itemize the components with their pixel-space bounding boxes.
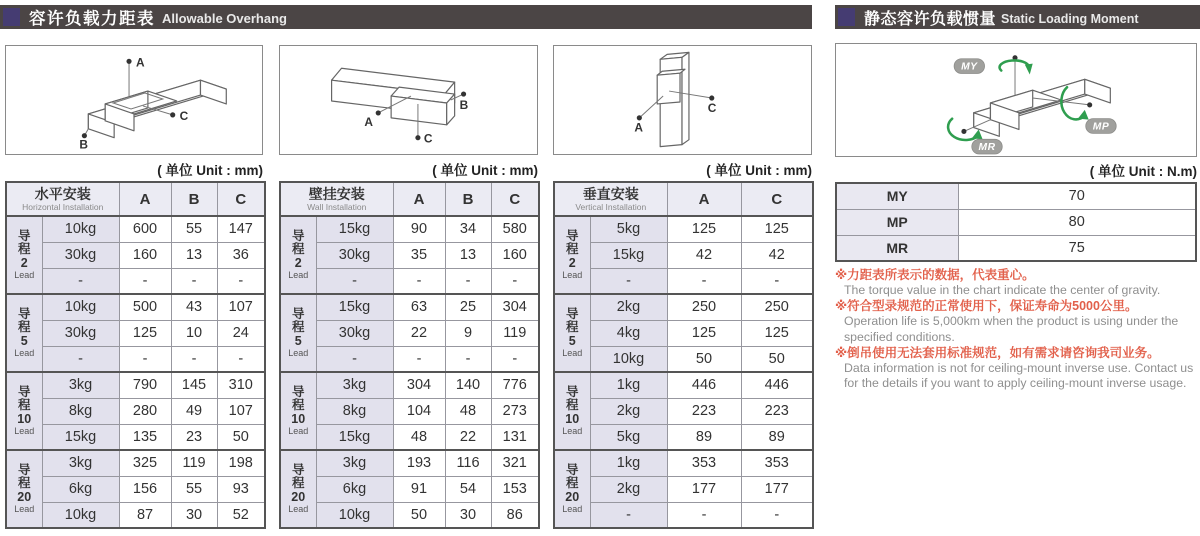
vertical-installation-diagram: [553, 45, 812, 155]
table-row: [280, 476, 539, 502]
value-cell: 193: [393, 450, 445, 476]
value-cell: 22: [393, 320, 445, 346]
column-a: A: [667, 182, 741, 216]
value-cell: 107: [217, 294, 265, 320]
value-cell: 125: [741, 320, 813, 346]
value-cell: 250: [741, 294, 813, 320]
table-title: 垂直安装 Vertical Installation: [554, 182, 667, 216]
table-row: [6, 320, 265, 346]
moment-label: MP: [836, 209, 958, 235]
moment-label: MR: [836, 235, 958, 261]
lead-cell: 导 程 10 Lead: [554, 372, 590, 450]
moment-value: 75: [958, 235, 1196, 261]
table-header-row: [554, 182, 813, 216]
load-cell: -: [42, 346, 119, 372]
unit-label-mm: ( 单位 Unit : mm): [706, 163, 812, 178]
load-cell: 2kg: [590, 398, 667, 424]
table-row: [6, 346, 265, 372]
table-row: [836, 183, 1196, 209]
table-row: [554, 216, 813, 242]
lead-cell: 导 程 10 Lead: [6, 372, 42, 450]
value-cell: 34: [445, 216, 491, 242]
table-row: [554, 450, 813, 476]
notes: [835, 267, 1199, 391]
value-cell: 223: [741, 398, 813, 424]
value-cell: 91: [393, 476, 445, 502]
unit-label-nm: ( 单位 Unit : N.m): [1089, 164, 1197, 179]
load-cell: 10kg: [42, 294, 119, 320]
table-row: [554, 372, 813, 398]
value-cell: 125: [667, 320, 741, 346]
lead-cell: 导 程 10 Lead: [280, 372, 316, 450]
column-b: B: [445, 182, 491, 216]
table-row: [6, 424, 265, 450]
table-row: [280, 398, 539, 424]
value-cell: 580: [491, 216, 539, 242]
value-cell: -: [445, 346, 491, 372]
load-cell: 4kg: [590, 320, 667, 346]
load-cell: 1kg: [590, 372, 667, 398]
column-a: A: [393, 182, 445, 216]
load-cell: 2kg: [590, 476, 667, 502]
accent-square: [838, 8, 855, 26]
value-cell: 50: [667, 346, 741, 372]
allowable-overhang-header: [0, 5, 812, 29]
table-row: [280, 502, 539, 528]
table-row: [554, 424, 813, 450]
value-cell: 86: [491, 502, 539, 528]
table-row: [6, 476, 265, 502]
label-c: C: [707, 100, 717, 115]
column-c: C: [491, 182, 539, 216]
label-b: B: [79, 137, 89, 152]
value-cell: 10: [171, 320, 217, 346]
value-cell: -: [393, 268, 445, 294]
value-cell: -: [217, 268, 265, 294]
table-row: [836, 235, 1196, 261]
table-title: 壁挂安装 Wall Installation: [280, 182, 393, 216]
value-cell: 776: [491, 372, 539, 398]
wall-rail-icon: [280, 46, 537, 154]
note-en: Operation life is 5,000km when the product is using under the specified conditions.: [844, 314, 1179, 344]
label-b: B: [459, 97, 469, 112]
table-row: [6, 294, 265, 320]
value-cell: 446: [667, 372, 741, 398]
load-cell: 1kg: [590, 450, 667, 476]
column-a: A: [119, 182, 171, 216]
value-cell: 55: [171, 476, 217, 502]
value-cell: 160: [119, 242, 171, 268]
badge-my: MY: [961, 61, 978, 73]
load-cell: 15kg: [316, 216, 393, 242]
table-row: [554, 294, 813, 320]
value-cell: 36: [217, 242, 265, 268]
note-zh: ※倒吊使用无法套用标准规范，如有需求请咨询我司业务。: [835, 345, 1160, 360]
lead-cell: 导 程 5 Lead: [280, 294, 316, 372]
value-cell: 49: [171, 398, 217, 424]
value-cell: 198: [217, 450, 265, 476]
value-cell: 790: [119, 372, 171, 398]
label-c: C: [423, 131, 433, 146]
load-cell: 6kg: [42, 476, 119, 502]
value-cell: 325: [119, 450, 171, 476]
table-row: [6, 216, 265, 242]
table-row: [554, 268, 813, 294]
load-cell: 30kg: [42, 242, 119, 268]
value-cell: 13: [445, 242, 491, 268]
table-row: [280, 320, 539, 346]
horizontal-table: [5, 181, 264, 529]
value-cell: 50: [741, 346, 813, 372]
value-cell: 87: [119, 502, 171, 528]
table-row: [6, 450, 265, 476]
value-cell: 30: [171, 502, 217, 528]
value-cell: 353: [741, 450, 813, 476]
table-header-row: [280, 182, 539, 216]
label-a: A: [364, 114, 373, 129]
value-cell: 125: [667, 216, 741, 242]
load-cell: 5kg: [590, 216, 667, 242]
value-cell: 160: [491, 242, 539, 268]
value-cell: 600: [119, 216, 171, 242]
note-en: Data information is not for ceiling-mount inverse use. Contact us for the details if you want to apply ceiling-mount inverse usage.: [844, 360, 1194, 391]
value-cell: 140: [445, 372, 491, 398]
value-cell: 90: [393, 216, 445, 242]
loading-moment-diagram: [835, 43, 1197, 157]
note-zh: ※符合型录规范的正常使用下，保证寿命为5000公里。: [835, 299, 1138, 314]
value-cell: -: [741, 502, 813, 528]
vertical-rail-icon: [554, 46, 811, 154]
table-row: [554, 398, 813, 424]
load-cell: -: [590, 502, 667, 528]
table-row: [280, 372, 539, 398]
value-cell: 177: [667, 476, 741, 502]
value-cell: 125: [741, 216, 813, 242]
column-b: B: [171, 182, 217, 216]
table-row: [280, 216, 539, 242]
value-cell: -: [491, 268, 539, 294]
lead-cell: 导 程 5 Lead: [554, 294, 590, 372]
unit-label-mm: ( 单位 Unit : mm): [157, 163, 263, 178]
load-cell: 3kg: [316, 372, 393, 398]
value-cell: 35: [393, 242, 445, 268]
table-row: [6, 372, 265, 398]
horizontal-installation-diagram: [5, 45, 263, 155]
header-title-zh: 容许负载力距表: [29, 10, 155, 28]
table-row: [836, 209, 1196, 235]
value-cell: 24: [217, 320, 265, 346]
load-cell: -: [316, 346, 393, 372]
value-cell: 119: [171, 450, 217, 476]
accent-square: [3, 8, 20, 26]
moment-value: 80: [958, 209, 1196, 235]
header-title-zh: 静态容许负载惯量: [864, 10, 997, 28]
value-cell: 500: [119, 294, 171, 320]
load-cell: 2kg: [590, 294, 667, 320]
value-cell: -: [491, 346, 539, 372]
value-cell: 321: [491, 450, 539, 476]
load-cell: 15kg: [316, 424, 393, 450]
value-cell: 131: [491, 424, 539, 450]
load-cell: -: [316, 268, 393, 294]
table-row: [6, 242, 265, 268]
label-a: A: [135, 55, 145, 70]
unit-label-mm: ( 单位 Unit : mm): [432, 163, 538, 178]
value-cell: 9: [445, 320, 491, 346]
lead-cell: 导 程 2 Lead: [6, 216, 42, 294]
value-cell: 63: [393, 294, 445, 320]
value-cell: 250: [667, 294, 741, 320]
moment-label: MY: [836, 183, 958, 209]
value-cell: 145: [171, 372, 217, 398]
value-cell: 54: [445, 476, 491, 502]
lead-cell: 导 程 5 Lead: [6, 294, 42, 372]
value-cell: 22: [445, 424, 491, 450]
header-title-en: Static Loading Moment: [1001, 11, 1139, 26]
value-cell: 353: [667, 450, 741, 476]
lead-cell: 导 程 2 Lead: [554, 216, 590, 294]
value-cell: 153: [491, 476, 539, 502]
load-cell: 8kg: [316, 398, 393, 424]
load-cell: 6kg: [316, 476, 393, 502]
value-cell: 310: [217, 372, 265, 398]
load-cell: 3kg: [42, 450, 119, 476]
value-cell: -: [667, 268, 741, 294]
value-cell: -: [393, 346, 445, 372]
value-cell: 177: [741, 476, 813, 502]
label-c: C: [179, 108, 189, 123]
value-cell: 304: [491, 294, 539, 320]
value-cell: -: [171, 346, 217, 372]
table-row: [280, 450, 539, 476]
badge-mp: MP: [1092, 121, 1110, 133]
table-header-row: [6, 182, 265, 216]
value-cell: 89: [741, 424, 813, 450]
value-cell: 13: [171, 242, 217, 268]
value-cell: 50: [393, 502, 445, 528]
column-c: C: [741, 182, 813, 216]
vertical-table: [553, 181, 812, 529]
load-cell: -: [42, 268, 119, 294]
table-row: [280, 346, 539, 372]
value-cell: 93: [217, 476, 265, 502]
value-cell: 104: [393, 398, 445, 424]
value-cell: 273: [491, 398, 539, 424]
value-cell: 25: [445, 294, 491, 320]
table-row: [280, 424, 539, 450]
table-row: [6, 398, 265, 424]
value-cell: 89: [667, 424, 741, 450]
value-cell: 107: [217, 398, 265, 424]
table-row: [6, 502, 265, 528]
value-cell: -: [667, 502, 741, 528]
value-cell: 135: [119, 424, 171, 450]
note-en: The torque value in the chart indicate the center of gravity.: [844, 283, 1161, 297]
load-cell: 10kg: [316, 502, 393, 528]
lead-cell: 导 程 20 Lead: [554, 450, 590, 528]
lead-cell: 导 程 20 Lead: [280, 450, 316, 528]
table-row: [554, 242, 813, 268]
load-cell: 3kg: [42, 372, 119, 398]
value-cell: 223: [667, 398, 741, 424]
badge-mr: MR: [978, 142, 996, 154]
table-row: [554, 346, 813, 372]
value-cell: 446: [741, 372, 813, 398]
lead-cell: 导 程 2 Lead: [280, 216, 316, 294]
value-cell: 50: [217, 424, 265, 450]
header-title-en: Allowable Overhang: [162, 11, 287, 26]
value-cell: 125: [119, 320, 171, 346]
moment-rail-icon: [836, 44, 1196, 156]
value-cell: -: [171, 268, 217, 294]
value-cell: 304: [393, 372, 445, 398]
load-cell: 15kg: [590, 242, 667, 268]
value-cell: -: [217, 346, 265, 372]
horizontal-rail-icon: [6, 46, 262, 154]
moment-table: [835, 182, 1197, 262]
value-cell: 42: [667, 242, 741, 268]
moment-value: 70: [958, 183, 1196, 209]
static-loading-moment-header: [835, 5, 1200, 29]
value-cell: 280: [119, 398, 171, 424]
load-cell: -: [590, 268, 667, 294]
table-row: [280, 242, 539, 268]
value-cell: 156: [119, 476, 171, 502]
value-cell: -: [741, 268, 813, 294]
load-cell: 30kg: [316, 320, 393, 346]
table-row: [280, 294, 539, 320]
table-title: 水平安装 Horizontal Installation: [6, 182, 119, 216]
table-row: [280, 268, 539, 294]
table-row: [554, 502, 813, 528]
column-c: C: [217, 182, 265, 216]
table-row: [554, 476, 813, 502]
label-a: A: [634, 120, 643, 135]
lead-cell: 导 程 20 Lead: [6, 450, 42, 528]
value-cell: 43: [171, 294, 217, 320]
load-cell: 10kg: [590, 346, 667, 372]
value-cell: 42: [741, 242, 813, 268]
value-cell: -: [119, 346, 171, 372]
value-cell: 55: [171, 216, 217, 242]
wall-table: [279, 181, 539, 529]
value-cell: 52: [217, 502, 265, 528]
load-cell: 15kg: [42, 424, 119, 450]
value-cell: 48: [393, 424, 445, 450]
value-cell: 23: [171, 424, 217, 450]
value-cell: 116: [445, 450, 491, 476]
load-cell: 10kg: [42, 216, 119, 242]
table-row: [554, 320, 813, 346]
value-cell: 119: [491, 320, 539, 346]
value-cell: -: [119, 268, 171, 294]
note-zh: ※力距表所表示的数据，代表重心。: [835, 268, 1035, 282]
table-row: [6, 268, 265, 294]
value-cell: 30: [445, 502, 491, 528]
load-cell: 15kg: [316, 294, 393, 320]
load-cell: 5kg: [590, 424, 667, 450]
load-cell: 30kg: [42, 320, 119, 346]
wall-installation-diagram: [279, 45, 538, 155]
load-cell: 30kg: [316, 242, 393, 268]
load-cell: 8kg: [42, 398, 119, 424]
load-cell: 3kg: [316, 450, 393, 476]
load-cell: 10kg: [42, 502, 119, 528]
value-cell: -: [445, 268, 491, 294]
value-cell: 48: [445, 398, 491, 424]
value-cell: 147: [217, 216, 265, 242]
